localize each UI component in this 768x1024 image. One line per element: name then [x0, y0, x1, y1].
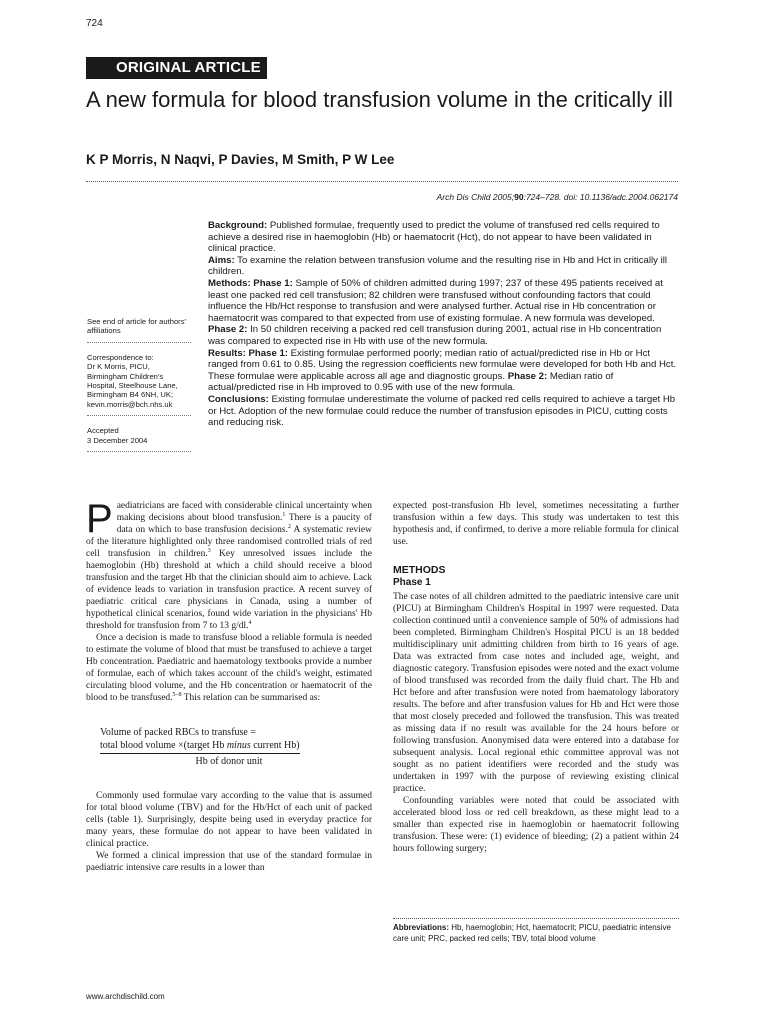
citation-volume: 90: [514, 192, 524, 202]
abstract-background-text: Published formulae, frequently used to predict the volume of transfused red cells required to achieve a desired rise in haemoglobin (Hb) or haematocrit (Hct), do not appear to have been validated in clinical practice.: [208, 220, 660, 255]
intro-text: There is a paucity of data on which to base transfusion decisions.: [116, 513, 372, 535]
intro-text: Once a decision is made to transfuse blood a reliable formula is needed to estimate the volume of blood that must be transfused to achieve a target Hb concentration. Paediatric and haematology textbooks provide a number of formulae, each of which takes account of the child's weight, estimated circulating blood volume, and the Hb concentration or haematocrit of the blood to be transfused.: [86, 633, 372, 703]
citation: [437, 192, 678, 202]
methods-heading: METHODS: [393, 564, 446, 576]
abstract-aims: [208, 255, 680, 278]
abstract-results: [208, 348, 680, 394]
intro-paragraph: expected post-transfusion Hb level, sometimes necessitating a further transfusion within a few days. This study was undertaken to test this hypothesis and, if confirmed, to derive a more reliable formula for clinical use.: [393, 501, 679, 547]
abstract-methods-phase2-text: In 50 children receiving a packed red cell transfusion during 2001, actual rise in Hb concentration was compared to expected rise in Hb with use of the new formula.: [208, 324, 662, 347]
formula-numerator-text: total blood volume ×(target Hb: [100, 740, 227, 751]
phase1-heading: Phase 1: [393, 577, 431, 588]
formula-numerator: [100, 739, 300, 754]
intro-paragraph: We formed a clinical impression that use of the standard formulae in paediatric intensive care results in a lower than: [86, 851, 372, 873]
article-sidebar: [87, 317, 197, 462]
correspondence-line: Dr K Morris, PICU,: [87, 362, 150, 372]
abstract-aims-label: Aims:: [208, 254, 235, 266]
correspondence-line: Birmingham Children's: [87, 371, 164, 381]
sidebar-divider: [87, 342, 191, 343]
intro-text: Key unresolved issues include the haemoglobin (Hb) threshold at which a child should receive a blood transfusion and the target Hb that the clinician should aim to achieve. Lack of evidence leads to variation in transfusion practice. A recent survey of paediatric critical care physicians in Canada, using a number of hypothetical clinical scenarios, found wide variation in the physicians' Hb threshold for transfusion from 7 to 13 g/dl.: [86, 549, 372, 631]
formula-denominator: Hb of donor unit: [195, 756, 263, 767]
abstract-aims-text: To examine the relation between transfusion volume and the resulting rise in Hb and Hct in critically ill children.: [208, 254, 667, 278]
intro-text: This relation can be summarised as:: [181, 693, 321, 703]
abstract-background: [208, 220, 680, 255]
sidebar-divider: [87, 451, 191, 452]
reference-marker: 4: [248, 619, 252, 626]
affiliations-note: See end of article for authors' affiliations: [87, 317, 186, 336]
transfusion-formula: [100, 726, 372, 768]
correspondence: [87, 353, 197, 409]
abstract-results-text: Existing formulae performed poorly; median ratio of actual/predicted rise in Hb or Hct ranged from 0.61 to 0.85. Using the regression coefficients new formulae were developed for both Hb and Hct. These formulae were applicable across all age and diagnostic groups.: [208, 347, 677, 382]
abstract: [208, 220, 680, 429]
reference-marker: 2: [287, 523, 291, 530]
reference-marker: 5–8: [172, 691, 182, 698]
abstract-conclusions-text: Existing formulae underestimate the volume of packed red cells required to achieve a target Hb or Hct. Adoption of the new formulae could reduce the number of transfusion episodes in PICU, cutting costs and reducing risk.: [208, 393, 676, 429]
correspondence-line: Birmingham B4 6NH, UK;: [87, 390, 174, 400]
citation-pages-doi: :724–728. doi: 10.1136/adc.2004.062174: [523, 192, 678, 202]
correspondence-line: Hospital, Steelhouse Lane,: [87, 381, 178, 391]
methods-paragraph: The case notes of all children admitted to the paediatric intensive care unit (PICU) at Birmingham Children's Hospital in 1997 were requested. Data collection continued until a convenience sample of 50% of admissions had been completed. Birmingham Children's Hospital PICU is an 18 bedded multidisciplinary unit admitting children from birth to 16 years of age. Data was extracted from case notes and included age, weight, and diagnostic category. Transfusion episodes were noted and the exact volume of blood transfused was recorded from the daily fluid chart. The Hb and Hct before and after transfusion were noted from haematology laboratory results. The before and after transfusion values for Hb and Hct were those that most closely preceded and followed the transfusion. This was treated as missing data if no result was available for the 24 hours before or following transfusion. Anonymised data were entered into a database for subsequent analysis. Local regional ethic committee approval was not sought as no patient identifiers were recorded and the study was undertaken in 1997 with the purpose of reviewing existing clinical practice.: [393, 592, 679, 794]
intro-text: aediatricians are faced with considerable clinical uncertainty when making decisions about blood transfusion.: [116, 501, 372, 523]
abbreviations-divider: [393, 918, 679, 919]
author-list: K P Morris, N Naqvi, P Davies, M Smith, P W Lee: [86, 152, 395, 167]
title-divider: [86, 181, 678, 182]
abstract-background-label: Background:: [208, 220, 268, 231]
intro-paragraph: [86, 632, 372, 704]
abstract-results-phase2-text: Median ratio of actual/predicted rise in Hb improved to 0.95 with use of the new formula.: [208, 370, 614, 394]
reference-marker: 3: [207, 547, 211, 554]
accepted-label: Accepted: [87, 426, 119, 436]
abstract-methods-text: Sample of 50% of children admitted during 1997; 237 of these 495 patients received at least one packed red cell transfusion; 82 children were transfused without confounding factors that could influence the Hb/Hct response to transfusion and were analysed further. Actual rise in Hb concentration or haematocrit was compared to that expected from use of existing formulae. A new formula was developed.: [208, 277, 663, 324]
page-number: 724: [86, 18, 103, 29]
formula-line: Volume of packed RBCs to transfuse =: [100, 727, 256, 738]
reference-marker: 1: [282, 511, 286, 518]
section-banner: [86, 57, 267, 79]
abbreviations: [393, 923, 679, 944]
methods-paragraph: Confounding variables were noted that could be associated with accelerated blood loss or red cell breakdown, as these might lead to a smaller than expected rise in haemoglobin or haematocrit following transfusion. These were: (1) evidence of bleeding; (2) a patient within 24 hours following surgery;: [393, 796, 679, 854]
section-label: ORIGINAL ARTICLE: [116, 59, 261, 76]
abstract-conclusions-label: Conclusions:: [208, 393, 269, 405]
accepted-date: 3 December 2004: [87, 435, 148, 445]
formula-minus: minus: [226, 740, 251, 751]
abbreviations-label: Abbreviations:: [393, 923, 450, 932]
drop-cap: P: [86, 497, 113, 541]
abstract-methods: [208, 278, 680, 348]
body-column-right: [393, 500, 679, 855]
intro-paragraph: [86, 497, 372, 632]
abstract-methods-phase2-label: Phase 2:: [208, 324, 248, 336]
intro-paragraph: Commonly used formulae vary according to the value that is assumed for total blood volume (TBV) and for the Hb/Hct of each unit of packed cells (table 1). Surprisingly, despite being used in everyday practice for many years, these formulae do not appear to have been validated in clinical practice.: [86, 791, 372, 849]
abstract-methods-label: Methods: Phase 1:: [208, 277, 293, 289]
abstract-results-phase2-label: Phase 2:: [507, 370, 548, 382]
correspondence-label: Correspondence to:: [87, 352, 154, 362]
sidebar-divider: [87, 415, 191, 416]
accepted-info: [87, 426, 197, 445]
body-column-left: [86, 497, 372, 874]
article-title: A new formula for blood transfusion volume in the critically ill: [86, 87, 673, 112]
intro-text: A systematic review of the literature highlighted only three randomised controlled trials of red cell transfusion in children.: [86, 525, 372, 559]
correspondence-email: kevin.morris@bch.nhs.uk: [87, 399, 173, 409]
abstract-results-label: Results: Phase 1:: [208, 347, 288, 359]
footer-url[interactable]: www.archdischild.com: [86, 992, 165, 1001]
abbreviations-text: Hb, haemoglobin; Hct, haematocrit; PICU, paediatric intensive care unit; PRC, packed red cells; TBV, total blood volume: [393, 923, 671, 943]
formula-numerator-text: current Hb): [250, 740, 300, 751]
abstract-conclusions: [208, 394, 680, 429]
citation-journal: Arch Dis Child 2005;: [436, 192, 515, 202]
